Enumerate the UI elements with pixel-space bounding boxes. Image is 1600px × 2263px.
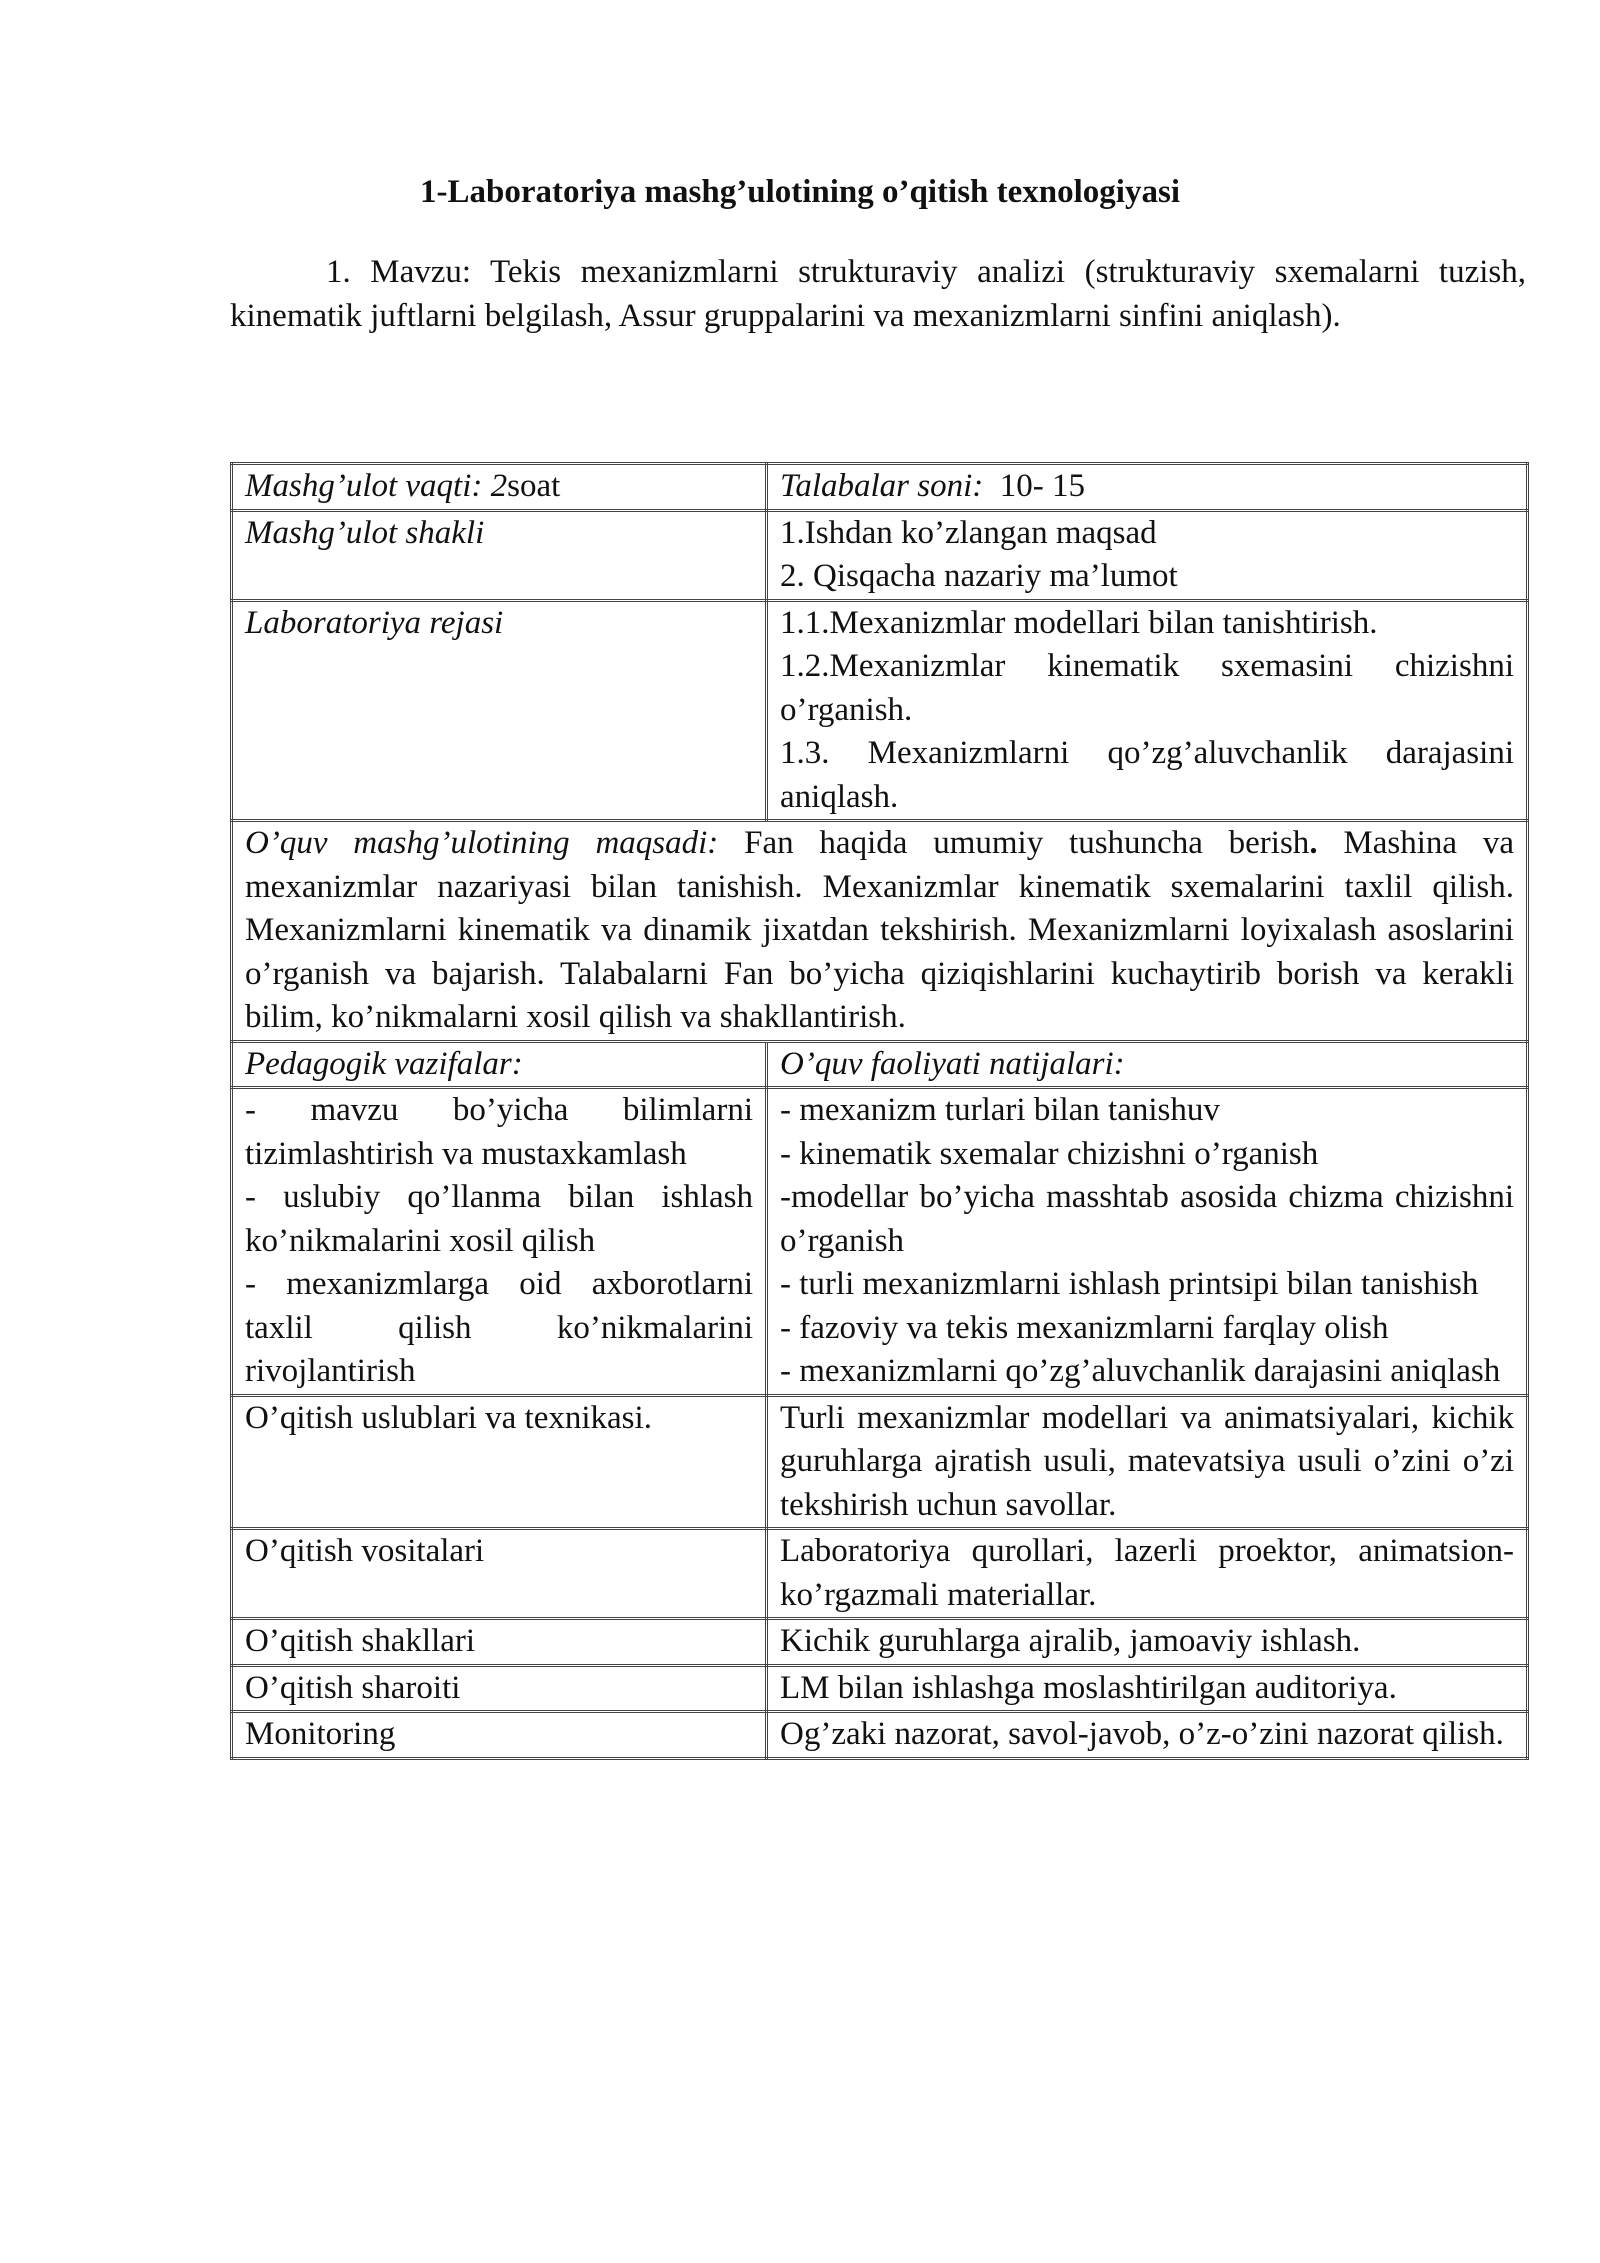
list-item: - mexanizmlarni qo’zg’aluvchanlik darajasini aniqlash <box>780 1353 1501 1389</box>
forms-label: O’qitish shakllari <box>245 1623 476 1659</box>
table-row <box>232 1712 1528 1759</box>
table-row <box>232 821 1528 1042</box>
tasks-label: Pedagogik vazifalar: <box>245 1045 523 1082</box>
plan-items-cell <box>767 600 1528 821</box>
monitoring-value: Og’zaki nazorat, savol-javob, o’z-o’zini nazorat qilish. <box>780 1716 1504 1752</box>
list-item: - mexanizmlarga oid axborotlarni taxlil qilish ko’nikmalarini rivojlantirish <box>245 1266 753 1389</box>
methods-value: Turli mexanizmlar modellari va animatsiyalari, kichik guruhlarga ajratish usuli, matevatsiya usuli o’zini o’zi tekshirish uchun savollar. <box>780 1399 1514 1523</box>
tools-value-cell <box>767 1529 1528 1619</box>
table-row <box>232 1395 1528 1529</box>
table-row <box>232 1041 1528 1088</box>
time-cell <box>232 464 767 511</box>
table-row <box>232 464 1528 511</box>
page-title: 1-Laboratoriya mashg’ulotining o’qitish texnologiyasi <box>420 174 1180 210</box>
lesson-plan-table <box>230 462 1529 1760</box>
tools-label: O’qitish vositalari <box>245 1533 485 1569</box>
list-item: 1.Ishdan ko’zlangan maqsad <box>780 514 1157 551</box>
conditions-value-cell <box>767 1665 1528 1712</box>
list-item: 2. Qisqacha nazariy ma’lumot <box>780 558 1178 594</box>
forms-value-cell <box>767 1619 1528 1666</box>
goal-label: O’quv mashg’ulotining maqsadi: <box>245 825 719 861</box>
methods-label-cell <box>232 1395 767 1529</box>
list-item: 1.2.Mexanizmlar kinematik sxemasini chizishni o’rganish. <box>780 648 1514 728</box>
table-row <box>232 600 1528 821</box>
table-row <box>232 1619 1528 1666</box>
monitoring-label: Monitoring <box>245 1716 396 1752</box>
conditions-label: O’qitish sharoiti <box>245 1669 461 1706</box>
plan-label-cell <box>232 600 767 821</box>
goal-dot: . <box>1309 825 1318 861</box>
tools-label-cell <box>232 1529 767 1619</box>
time-label: Mashg’ulot vaqti: 2 <box>245 468 508 504</box>
results-header-cell <box>767 1041 1528 1088</box>
students-cell <box>767 464 1528 511</box>
table-row <box>232 1529 1528 1619</box>
tasks-cell <box>232 1088 767 1396</box>
table-row <box>232 510 1528 600</box>
form-label-cell <box>232 510 767 600</box>
form-label: Mashg’ulot shakli <box>245 514 485 551</box>
conditions-label-cell <box>232 1665 767 1712</box>
conditions-value: LM bilan ishlashga moslashtirilgan auditoriya. <box>780 1669 1397 1706</box>
form-items-cell <box>767 510 1528 600</box>
monitoring-value-cell <box>767 1712 1528 1759</box>
list-item: - mavzu bo’yicha bilimlarni tizimlashtirish va mustaxkamlash <box>245 1092 753 1172</box>
goal-cell <box>232 821 1528 1042</box>
results-cell <box>767 1088 1528 1396</box>
list-item: - fazoviy va tekis mexanizmlarni farqlay olish <box>780 1309 1389 1346</box>
list-item: -modellar bo’yicha masshtab asosida chizma chizishni o’rganish <box>780 1179 1514 1259</box>
students-label: Talabalar soni: <box>780 468 984 504</box>
results-label: O’quv faoliyati natijalari: <box>780 1045 1125 1082</box>
forms-value: Kichik guruhlarga ajralib, jamoaviy ishlash. <box>780 1623 1361 1659</box>
goal-text-a: Fan haqida umumiy tushuncha berish <box>718 825 1310 861</box>
tools-value: Laboratoriya qurollari, lazerli proektor, animatsion-ko’rgazmali materiallar. <box>780 1533 1514 1613</box>
methods-value-cell <box>767 1395 1528 1529</box>
list-item: - mexanizm turlari bilan tanishuv <box>780 1092 1220 1128</box>
tasks-header-cell <box>232 1041 767 1088</box>
forms-label-cell <box>232 1619 767 1666</box>
table-row <box>232 1088 1528 1396</box>
time-value: soat <box>507 468 561 504</box>
plan-label: Laboratoriya rejasi <box>245 604 504 641</box>
list-item: 1.3. Mexanizmlarni qo’zg’aluvchanlik darajasini aniqlash. <box>780 735 1514 815</box>
list-item: - uslubiy qo’llanma bilan ishlash ko’nikmalarini xosil qilish <box>245 1179 753 1259</box>
students-value: 10- 15 <box>999 468 1086 504</box>
table-row <box>232 1665 1528 1712</box>
list-item: - kinematik sxemalar chizishni o’rganish <box>780 1135 1319 1172</box>
monitoring-label-cell <box>232 1712 767 1759</box>
methods-label: O’qitish uslublari va texnikasi. <box>245 1399 652 1436</box>
goal-text-b: Mashina va mexanizmlar nazariyasi bilan tanishish. Mexanizmlar kinematik sxemalarini taxlil qilish. Mexanizmlarni kinematik va dinamik jixatdan tekshirish. Mexanizmlarni loyixalash asoslarini o’rganish va bajarish. Talabalarni Fan bo’yicha qiziqishlarini kuchaytirib borish va kerakli bilim, ko’nikmalarni xosil qilish va shakllantirish. <box>245 825 1514 1035</box>
topic-paragraph: 1. Mavzu: Tekis mexanizmlarni strukturaviy analizi (strukturaviy sxemalarni tuzish, kinematik juftlarni belgilash, Assur gruppalarini va mexanizmlarni sinfini aniqlash). <box>230 254 1526 334</box>
list-item: - turli mexanizmlarni ishlash printsipi bilan tanishish <box>780 1266 1479 1302</box>
list-item: 1.1.Mexanizmlar modellari bilan tanishtirish. <box>780 604 1378 641</box>
